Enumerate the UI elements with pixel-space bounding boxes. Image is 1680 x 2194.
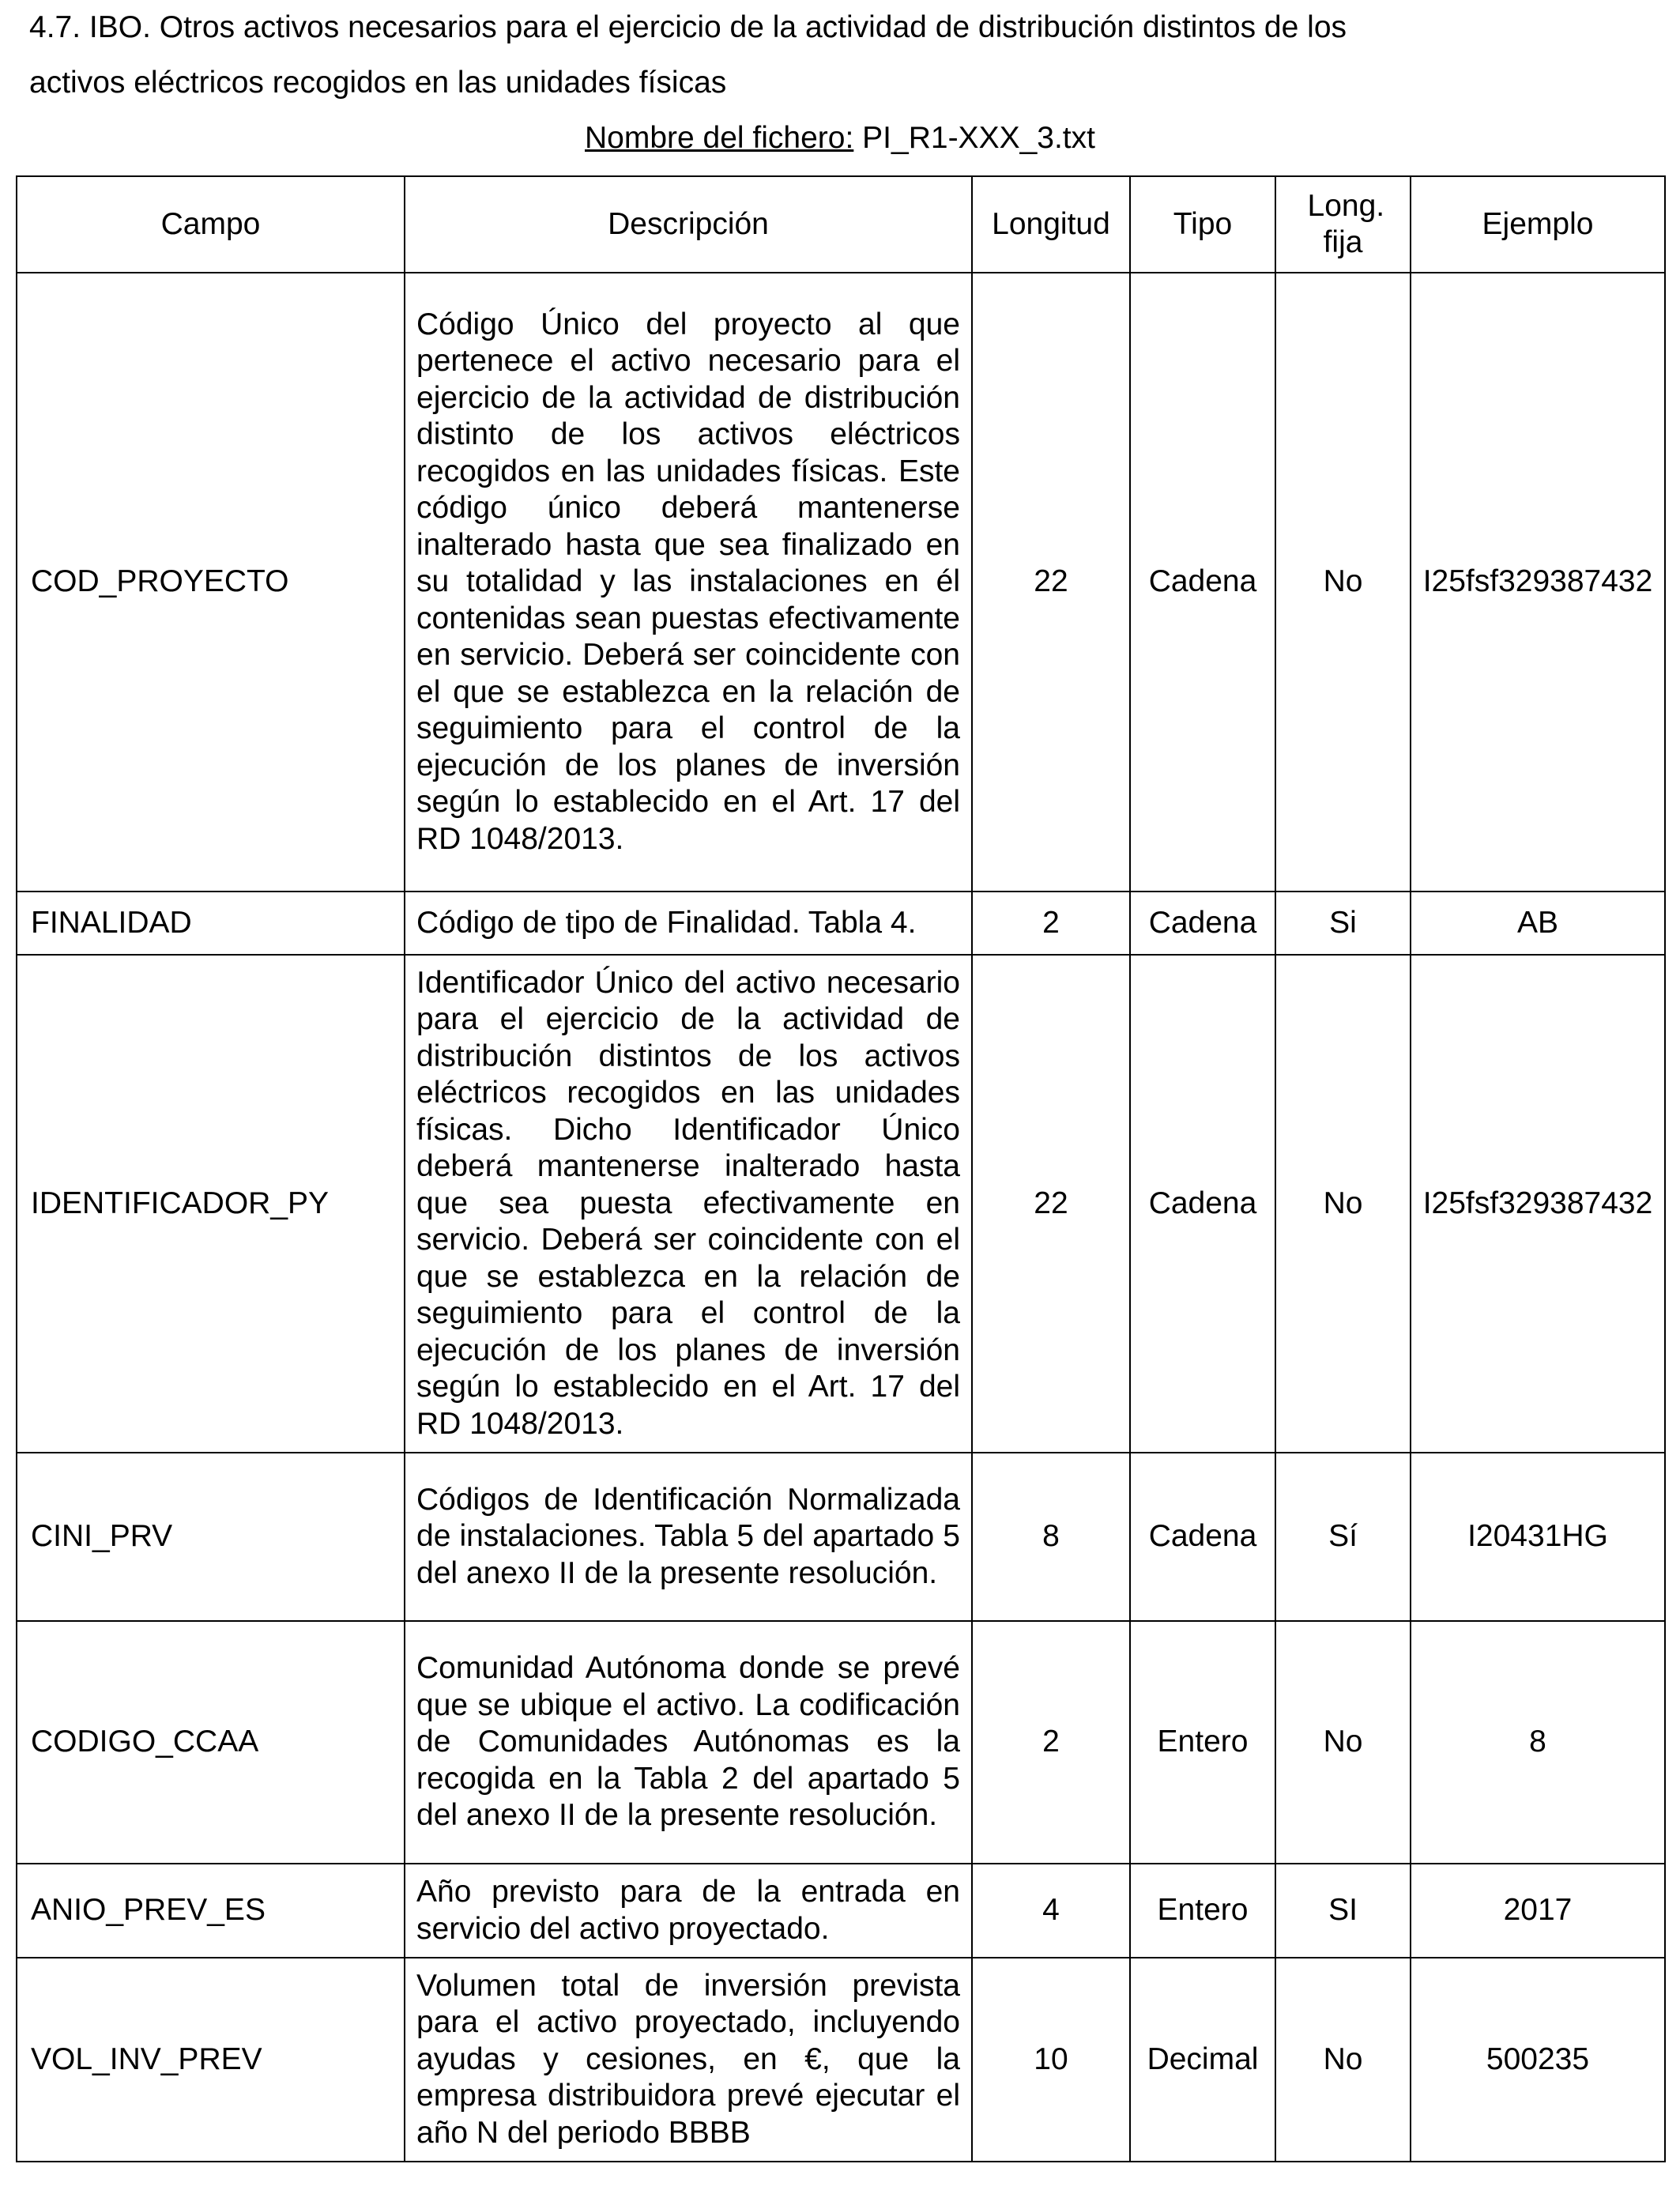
cell-tipo: Cadena — [1130, 1453, 1275, 1621]
cell-long-fija: No — [1275, 273, 1411, 892]
cell-campo: IDENTIFICADOR_PY — [17, 955, 405, 1453]
file-name-line — [0, 112, 1680, 164]
cell-descripcion: Código de tipo de Finalidad. Tabla 4. — [405, 892, 972, 955]
header-ejemplo: Ejemplo — [1411, 176, 1665, 273]
header-long-fija-label: Long. fija — [1307, 188, 1385, 259]
cell-descripcion: Comunidad Autónoma donde se prevé que se ubique el activo. La codificación de Comunidades Autónomas es la recogida en la Tabla 2 del apartado 5 del anexo II de la presente resolución. — [405, 1621, 972, 1864]
cell-longitud: 8 — [972, 1453, 1130, 1621]
file-name-label: Nombre del fichero: — [585, 121, 854, 155]
cell-descripcion: Identificador Único del activo necesario para el ejercicio de la actividad de distribución distintos de los activos eléctricos recogidos en las unidades físicas. Dicho Identificador Único deberá mantenerse inalterado hasta que sea puesta efectivamente en servicio. Deberá ser coincidente con el que se establezca en la relación de seguimiento para el control de la ejecución de los planes de inversión según lo establecido en el Art. 17 del RD 1048/2013. — [405, 955, 972, 1453]
table-row — [17, 1958, 1665, 2162]
header-tipo: Tipo — [1130, 176, 1275, 273]
table-row — [17, 955, 1665, 1453]
cell-ejemplo: 8 — [1411, 1621, 1665, 1864]
table-row — [17, 892, 1665, 955]
cell-long-fija: Sí — [1275, 1453, 1411, 1621]
cell-longitud: 22 — [972, 273, 1130, 892]
cell-tipo: Entero — [1130, 1621, 1275, 1864]
cell-tipo: Cadena — [1130, 955, 1275, 1453]
cell-tipo: Decimal — [1130, 1958, 1275, 2162]
cell-descripcion: Volumen total de inversión prevista para el activo proyectado, incluyendo ayudas y cesiones, en €, que la empresa distribuidora prevé ejecutar el año N del periodo BBBB — [405, 1958, 972, 2162]
header-campo: Campo — [17, 176, 405, 273]
cell-long-fija: SI — [1275, 1864, 1411, 1958]
table-row — [17, 1621, 1665, 1864]
cell-descripcion: Código Único del proyecto al que pertenece el activo necesario para el ejercicio de la actividad de distribución distinto de los activos eléctricos recogidos en las unidades físicas. Este código único deberá mantenerse inalterado hasta que sea finalizado en su totalidad y las instalaciones en él contenidas sean puestas efectivamente en servicio. Deberá ser coincidente con el que se establezca en la relación de seguimiento para el control de la ejecución de los planes de inversión según lo establecido en el Art. 17 del RD 1048/2013. — [405, 273, 972, 892]
cell-descripcion: Códigos de Identificación Normalizada de instalaciones. Tabla 5 del apartado 5 del anexo II de la presente resolución. — [405, 1453, 972, 1621]
cell-long-fija: No — [1275, 955, 1411, 1453]
cell-longitud: 4 — [972, 1864, 1130, 1958]
header-descripcion: Descripción — [405, 176, 972, 273]
cell-tipo: Cadena — [1130, 892, 1275, 955]
cell-ejemplo: 2017 — [1411, 1864, 1665, 1958]
cell-campo: ANIO_PREV_ES — [17, 1864, 405, 1958]
cell-longitud: 2 — [972, 1621, 1130, 1864]
cell-campo: COD_PROYECTO — [17, 273, 405, 892]
cell-tipo: Cadena — [1130, 273, 1275, 892]
section-heading-line-2: activos eléctricos recogidos en las unidades físicas — [29, 66, 727, 100]
cell-campo: CODIGO_CCAA — [17, 1621, 405, 1864]
cell-long-fija: No — [1275, 1621, 1411, 1864]
cell-longitud: 22 — [972, 955, 1130, 1453]
fields-table-container — [16, 175, 1664, 2162]
cell-longitud: 2 — [972, 892, 1130, 955]
table-row — [17, 1453, 1665, 1621]
table-header-row — [17, 176, 1665, 273]
fields-table — [16, 175, 1666, 2162]
cell-campo: FINALIDAD — [17, 892, 405, 955]
cell-tipo: Entero — [1130, 1864, 1275, 1958]
cell-ejemplo: AB — [1411, 892, 1665, 955]
section-heading — [29, 0, 1657, 111]
header-long-fija — [1275, 176, 1411, 273]
cell-ejemplo: I20431HG — [1411, 1453, 1665, 1621]
cell-campo: VOL_INV_PREV — [17, 1958, 405, 2162]
table-row — [17, 273, 1665, 892]
section-heading-line-1: 4.7. IBO. Otros activos necesarios para el ejercicio de la actividad de distribución distintos de los — [29, 10, 1347, 44]
cell-ejemplo: I25fsf329387432 — [1411, 955, 1665, 1453]
cell-longitud: 10 — [972, 1958, 1130, 2162]
table-row — [17, 1864, 1665, 1958]
cell-long-fija: No — [1275, 1958, 1411, 2162]
file-name-value: PI_R1-XXX_3.txt — [862, 121, 1095, 155]
cell-descripcion: Año previsto para de la entrada en servicio del activo proyectado. — [405, 1864, 972, 1958]
cell-long-fija: Si — [1275, 892, 1411, 955]
cell-ejemplo: I25fsf329387432 — [1411, 273, 1665, 892]
cell-ejemplo: 500235 — [1411, 1958, 1665, 2162]
header-longitud: Longitud — [972, 176, 1130, 273]
cell-campo: CINI_PRV — [17, 1453, 405, 1621]
